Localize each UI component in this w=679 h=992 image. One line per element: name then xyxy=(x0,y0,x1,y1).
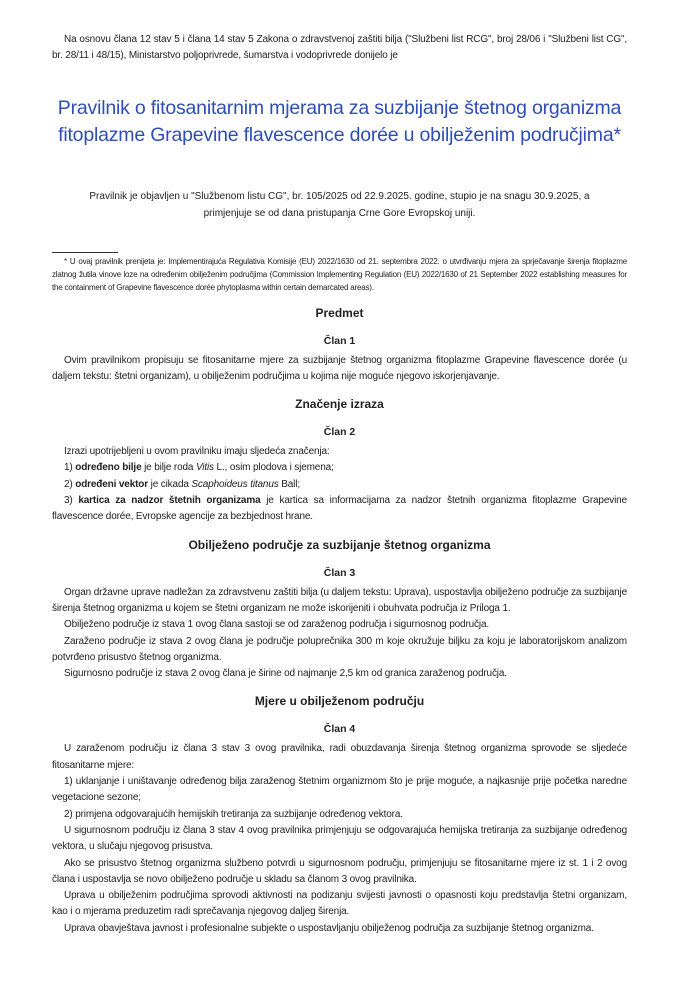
title-line-2: fitoplazme Grapevine flavescence dorée u obilježenim područjima* xyxy=(58,123,621,146)
article-3-heading: Član 3 xyxy=(323,566,356,579)
publication-note xyxy=(52,188,627,222)
article-1-paragraph: Ovim pravilnikom propisuju se fitosanitarne mjere za suzbijanje štetnog organizma fitoplazme Grapevine flavescence dorée (u daljem tekstu: štetni organizam), u obilježenim područjima u kojima nije moguće njegovo iskorjenjavanje. xyxy=(52,354,627,382)
footnote-divider xyxy=(52,252,118,253)
article-2-intro: Izrazi upotrijebljeni u ovom pravilniku imaju sljedeća značenja: xyxy=(64,446,330,458)
title-line-1: Pravilnik o fitosanitarnim mjerama za suzbijanje štetnog organizma xyxy=(57,96,622,119)
publication-line-1: Pravilnik je objavljen u "Službenom listu CG", br. 105/2025 od 22.9.2025. godine, stupio je na snagu 30.9.2025, a xyxy=(89,190,590,202)
preamble: Na osnovu člana 12 stav 5 i člana 14 stav 5 Zakona o zdravstvenoj zaštiti bilja ("Službeni list RCG", broj 28/06 i "Službeni list CG", br. 28/11 i 48/15), Ministarstvo poljoprivrede, šumarstva i vodoprivrede donijelo je xyxy=(52,34,627,62)
article-4-paragraph: 1) uklanjanje i uništavanje određenog bilja zaraženog štetnim organizmom što je prije moguće, a najkasnije prije početka naredne vegetacione sezone; xyxy=(52,776,627,804)
document-title xyxy=(52,95,627,149)
article-3-paragraph: Sigurnosno područje iz stava 2 ovog člana je širine od najmanje 2,5 km od granica zaraženog područja. xyxy=(64,668,507,680)
article-4-paragraph: U sigurnosnom području iz člana 3 stav 4 ovog pravilnika primjenjuju se odgovarajuća hemijska tretiranja za suzbijanje određenog vektora, u slučaju njegovog prisustva. xyxy=(52,824,627,853)
section-heading-measures: Mjere u obilježenom području xyxy=(254,694,425,709)
article-4-paragraph: Uprava u obilježenim područjima sprovodi aktivnosti na podizanju svijesti javnosti o opasnosti koju predstavlja štetni organizam, kao i o mjerama preduzetim radi sprečavanja njegovog daljeg širenja. xyxy=(52,890,627,918)
article-4-paragraph: 2) primjena odgovarajućih hemijskih tretiranja za suzbijanje određenog vektora. xyxy=(64,808,403,820)
section-heading-demarcated-area: Obilježeno područje za suzbijanje štetnog organizma xyxy=(188,537,491,552)
article-4-paragraph: U zaraženom području iz člana 3 stav 3 ovog pravilnika, radi obuzdavanja širenja štetnog organizma sprovode se sljedeće fitosanitarne mjere: xyxy=(52,743,627,771)
article-3-paragraph: Organ državne uprave nadležan za zdravstvenu zaštiti bilja (u daljem tekstu: Uprava), uspostavlja obilježeno područje za suzbijanje širenja štetnog organizma u kojem se štetni organizam ne može iskorijeniti i obuhvata područja iz Priloga 1. xyxy=(52,586,627,614)
footnote: * U ovaj pravilnik prenijeta je: Implementirajuća Regulativa Komisije (EU) 2022/1630 od 21. septembra 2022. o utvrđivanju mjera za sprječavanje širenja fitoplazme zlatnog žutila vinove loze na određenim obilježenim područjima (Commission Implementing Regulation (EU) 2022/1630 of 21 September 2022 establishing measures for the containment of Grapevine flavescence dorée phytoplasma within certain demarcated areas). xyxy=(52,256,627,292)
article-4-paragraph: Uprava obavještava javnost i profesionalne subjekte o uspostavljanju obilježenog područja za suzbijanje štetnog organizma. xyxy=(64,922,594,934)
article-3-paragraph: Zaraženo područje iz stava 2 ovog člana je područje poluprečnika 300 m koje okružuje biljku za koju je laboratorijskom analizom potvrđeno prisustvo štetnog organizma. xyxy=(52,635,627,663)
document-page xyxy=(0,32,679,937)
definition-item: 2) određeni vektor je cikada Scaphoideus titanus Ball; xyxy=(64,478,300,490)
section-heading-predmet: Predmet xyxy=(315,305,364,320)
article-4-heading: Član 4 xyxy=(323,723,356,736)
article-1-heading: Član 1 xyxy=(323,334,356,347)
article-4-paragraph: Ako se prisustvo štetnog organizma službeno potvrdi u sigurnosnom području, primjenjuju se fitosanitarne mjere iz st. 1 i 2 ovog člana i uspostavlja se novo obilježeno područje u skladu sa članom 3 ovog pravilnika. xyxy=(52,857,627,885)
definition-item: 3) kartica za nadzor štetnih organizama je kartica sa informacijama za nadzor štetnih organizma fitoplazme Grapevine flavescence dorée, Evropske agencije za bezbjednost hrane. xyxy=(52,495,627,523)
section-heading-definitions: Značenje izraza xyxy=(295,397,384,412)
definition-item: 1) određeno bilje je bilje roda Vitis L., osim plodova i sjemena; xyxy=(64,462,334,474)
article-2-heading: Član 2 xyxy=(323,426,356,439)
publication-line-2: primjenjuje se od dana pristupanja Crne Gore Evropskoj uniji. xyxy=(203,207,476,219)
article-3-paragraph: Obilježeno područje iz stava 1 ovog člana sastoji se od zaraženog područja i sigurnosnog područja. xyxy=(64,619,490,631)
